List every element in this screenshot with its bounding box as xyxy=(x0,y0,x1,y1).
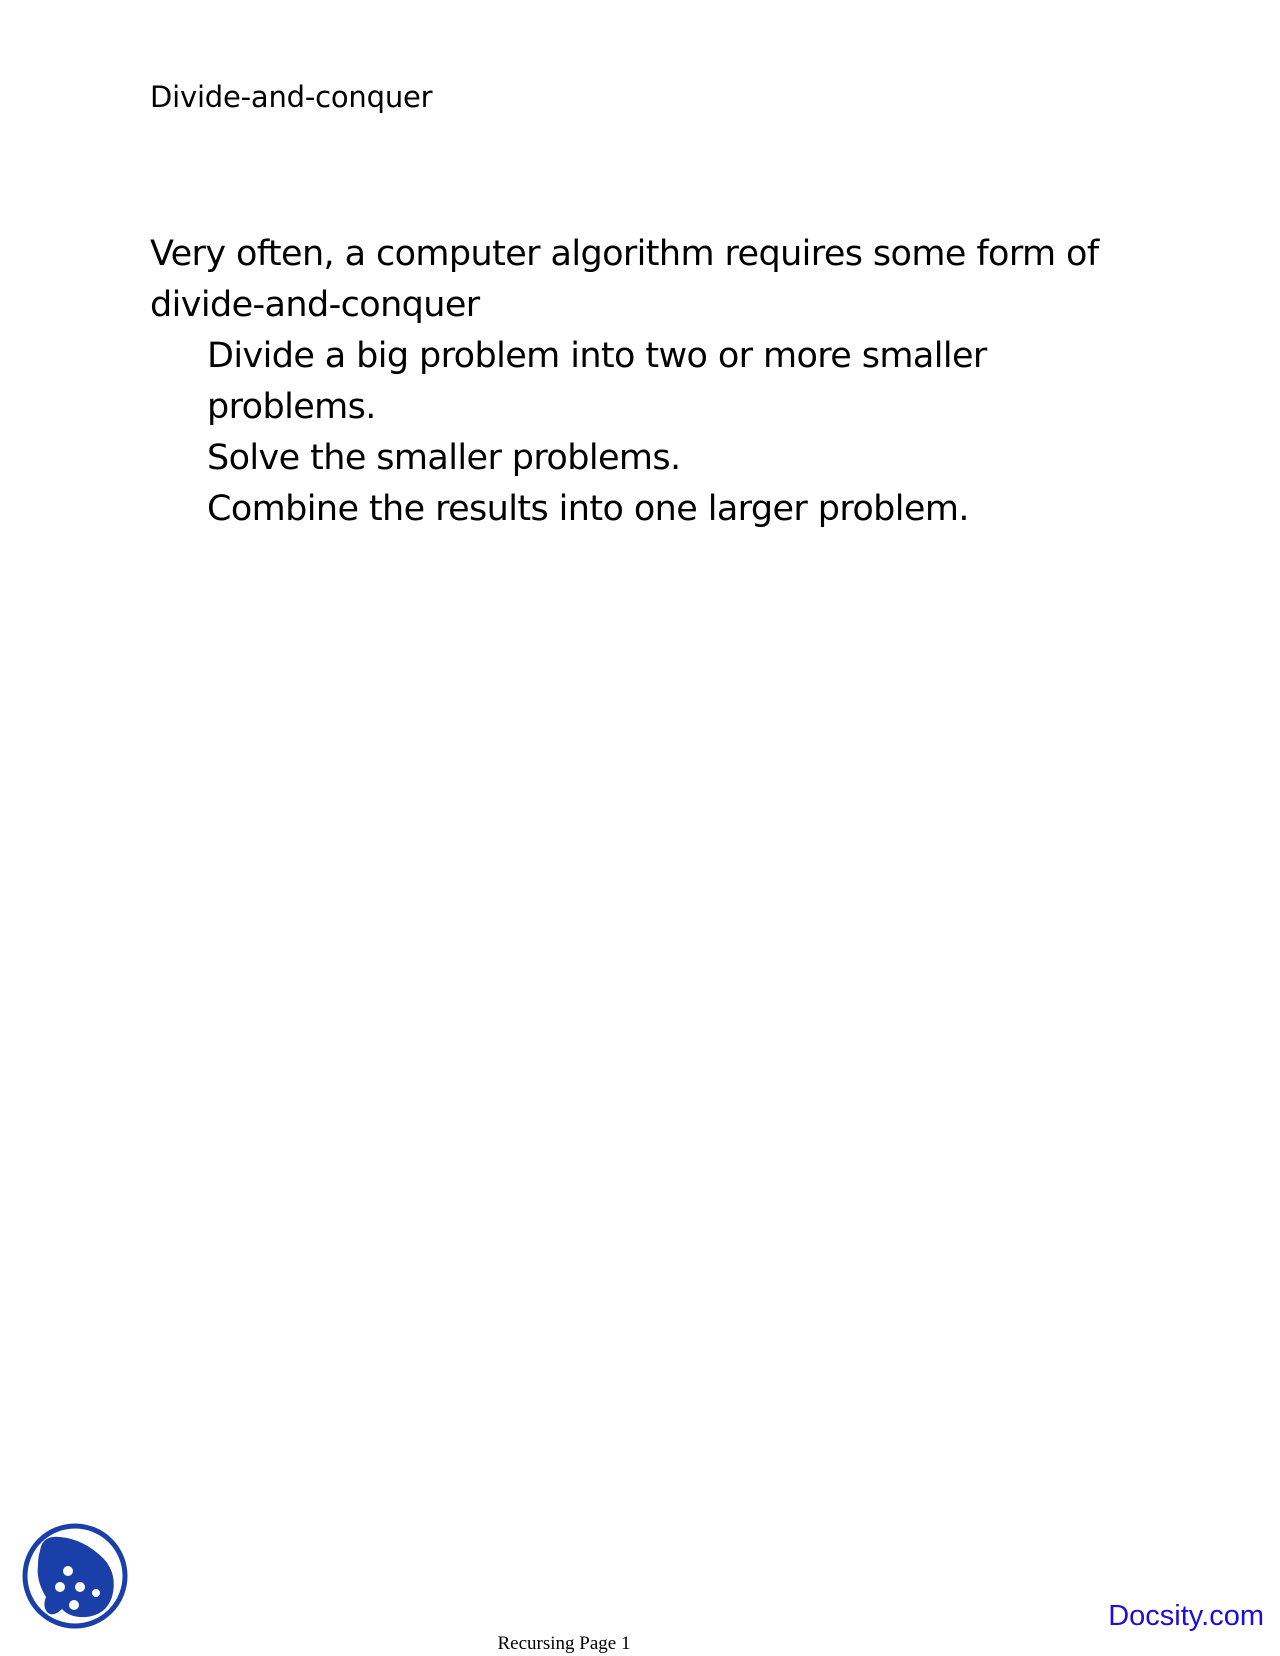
step-item-combine: Combine the results into one larger problem. xyxy=(207,489,969,529)
page-title: Divide-and-conquer xyxy=(150,80,433,114)
main-content xyxy=(150,229,1150,535)
step-item-solve: Solve the smaller problems. xyxy=(207,438,681,478)
intro-line-2: divide-and-conquer xyxy=(150,285,480,325)
step-item-divide: Divide a big problem into two or more smaller xyxy=(207,336,987,376)
docsity-logo-icon[interactable] xyxy=(20,1521,130,1631)
intro-line-1: Very often, a computer algorithm requires some form of xyxy=(150,234,1099,274)
docsity-brand-link[interactable]: Docsity.com xyxy=(1108,1600,1264,1632)
step-item-divide-continued: problems. xyxy=(207,387,376,427)
steps-list xyxy=(150,331,1150,535)
page-footer: Recursing Page 1 xyxy=(497,1633,631,1654)
